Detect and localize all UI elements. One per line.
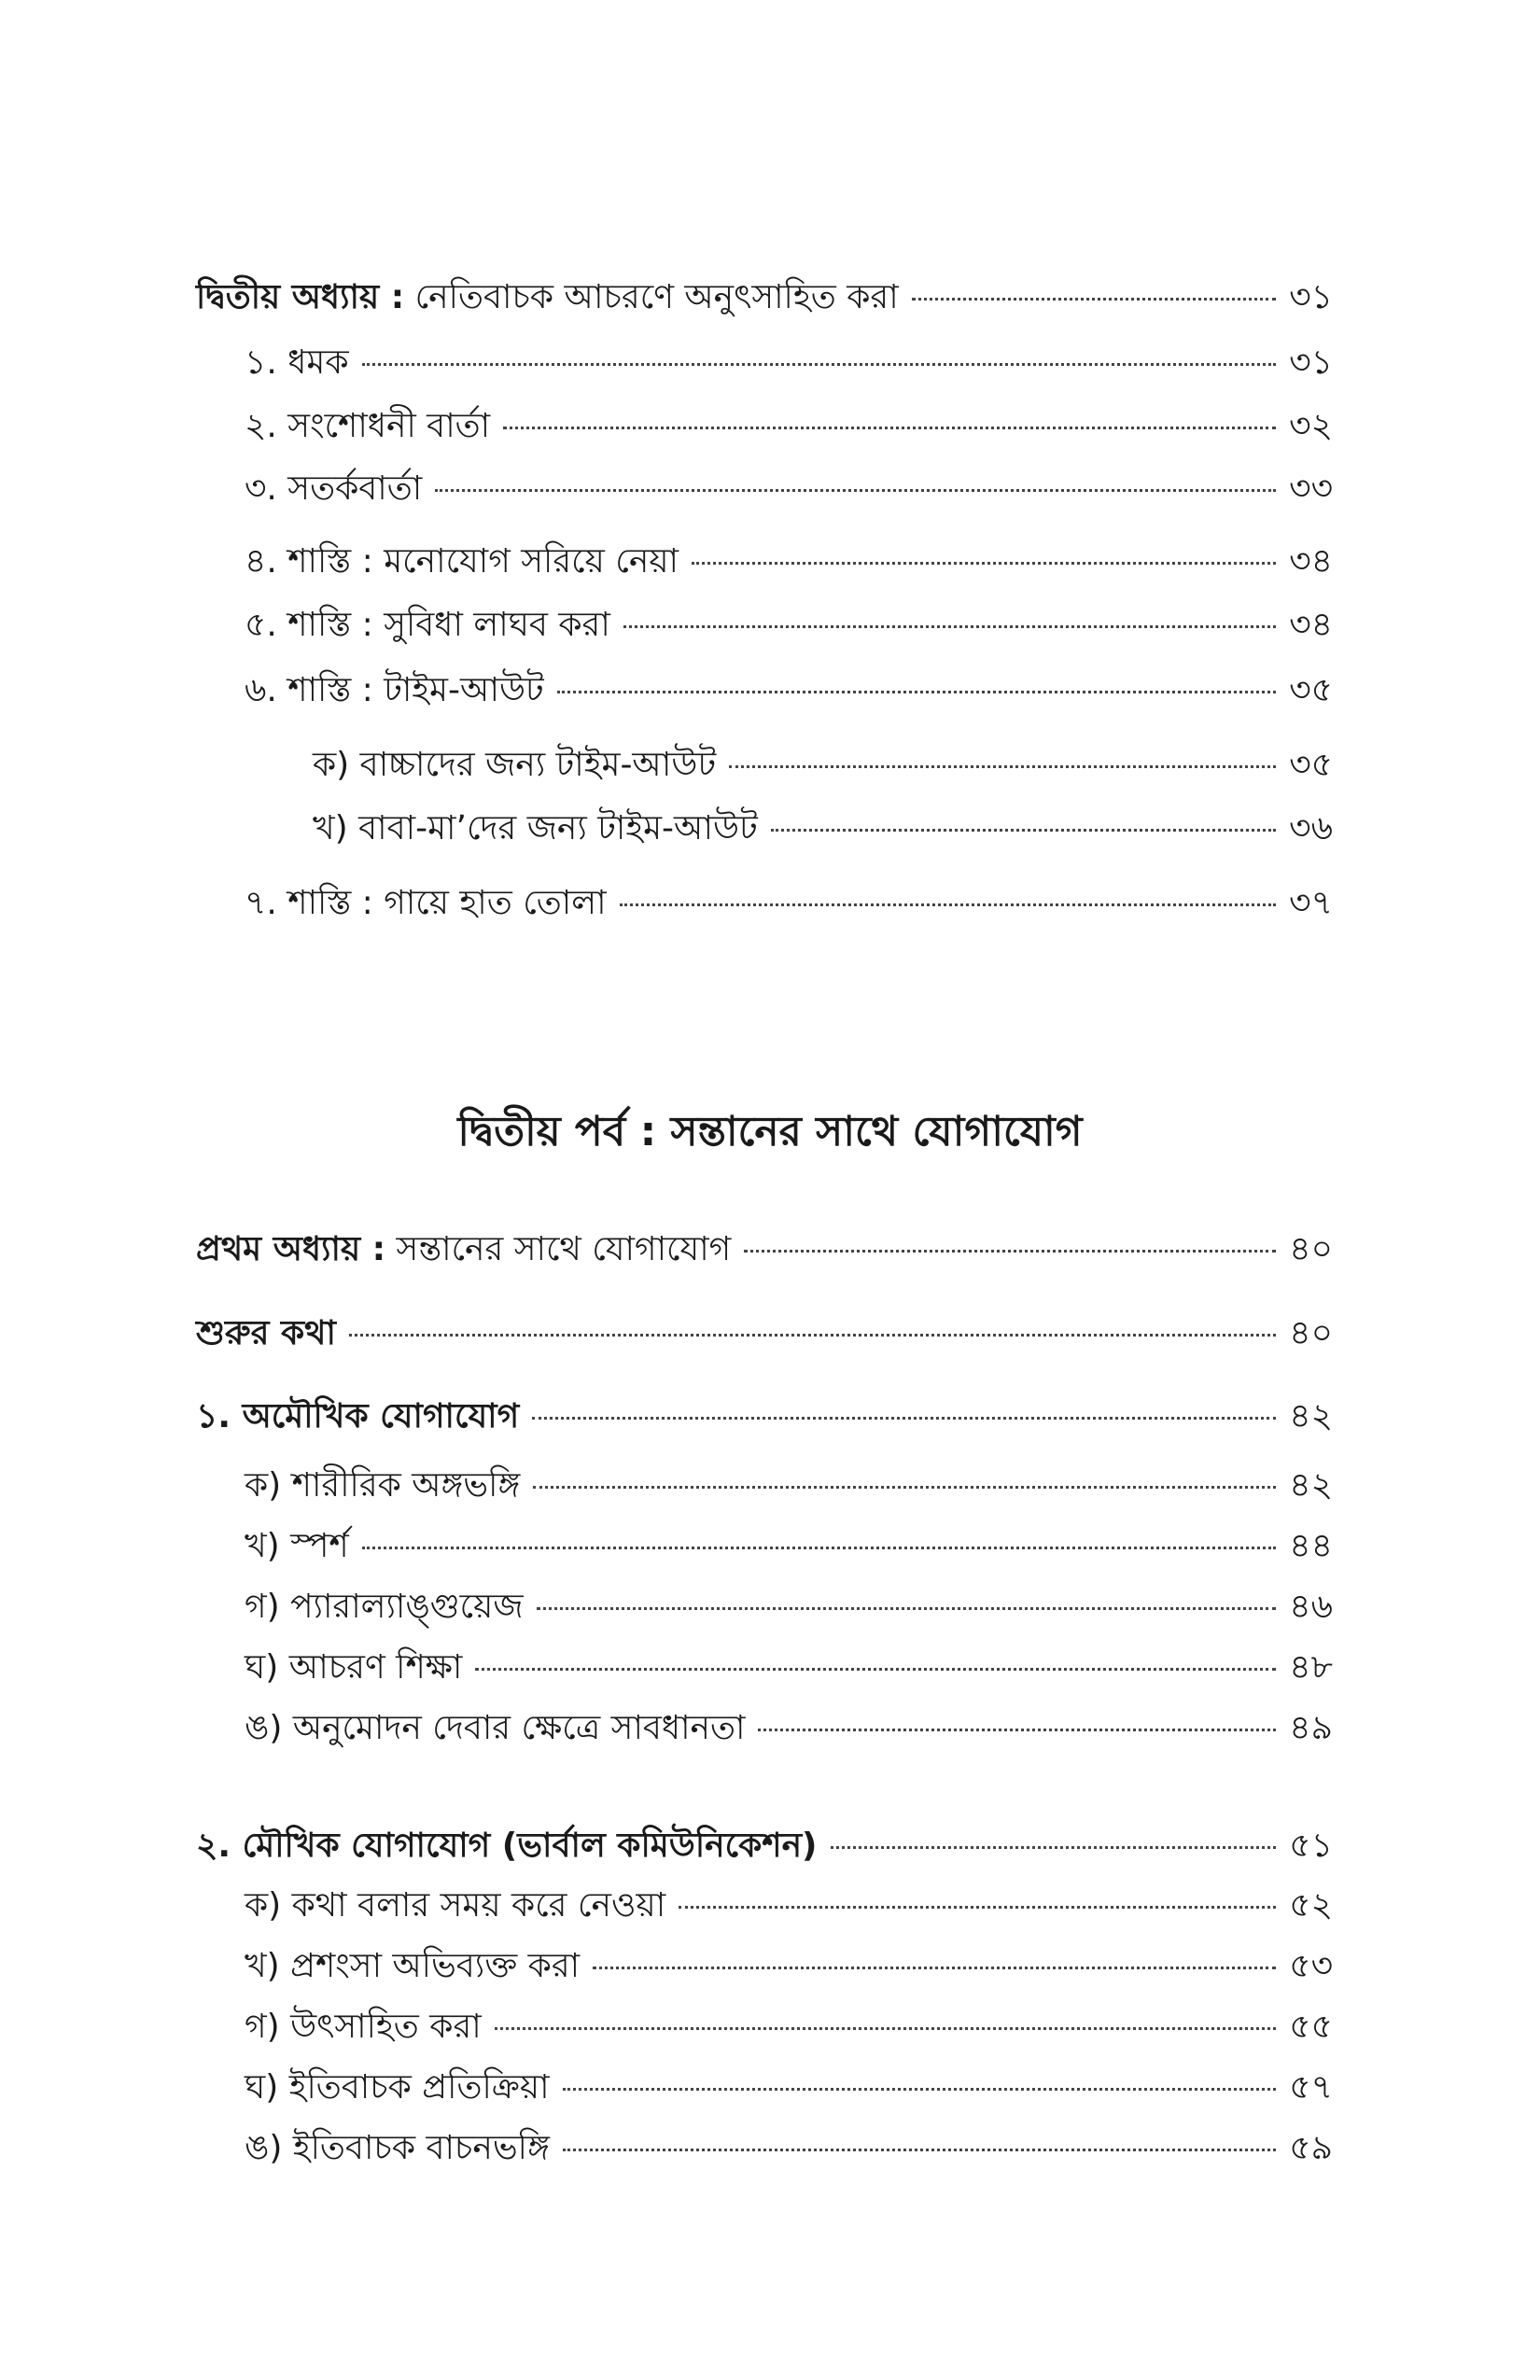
toc-entry: [245, 881, 1333, 926]
page-number: ৩১: [1289, 278, 1333, 316]
toc-section: [196, 1824, 1333, 1869]
dot-leader: [692, 562, 1276, 565]
dot-leader: [620, 903, 1277, 906]
toc-subentry: [245, 1463, 1333, 1508]
toc-label: ক) কথা বলার সময় করে নেওয়া: [245, 1886, 666, 1925]
toc-subentry: [245, 1585, 1333, 1630]
chapter-label-text: সন্তানের সাথে যোগাযোগ: [396, 1230, 732, 1268]
toc-chapter2-heading: [196, 275, 1333, 320]
dot-leader: [475, 1668, 1276, 1671]
page-number: ৪৮: [1289, 1648, 1333, 1687]
toc-label: খ) বাবা-মা’দের জন্য টাইম-আউট: [313, 809, 758, 847]
toc-subentry: [313, 806, 1333, 851]
toc-entry: [245, 404, 1333, 449]
toc-label: ঘ) ইতিবাচক প্রতিক্রিয়া: [245, 2068, 550, 2107]
dot-leader: [435, 489, 1276, 492]
page-number: ৫৯: [1289, 2129, 1333, 2167]
dot-leader: [623, 625, 1276, 628]
toc-subentry: [245, 2065, 1333, 2110]
dot-leader: [533, 1486, 1276, 1489]
page-number: ৫৫: [1289, 2008, 1333, 2046]
dot-leader: [495, 2027, 1277, 2030]
toc-subentry: [245, 2005, 1333, 2050]
page-number: ৫৩: [1289, 1947, 1333, 1985]
page-number: ৪২: [1289, 1466, 1333, 1505]
page-number: ৫৭: [1289, 2068, 1333, 2107]
page-number: ৩২: [1289, 407, 1333, 445]
toc-subentry: [245, 1645, 1333, 1690]
toc-intro: [196, 1311, 1333, 1356]
toc-label: গ) উৎসাহিত করা: [245, 2008, 482, 2046]
toc-subentry: [245, 1883, 1333, 1928]
page-number: ৩১: [1289, 343, 1333, 382]
page-number: ৩৪: [1289, 542, 1333, 581]
toc-entry: [245, 341, 1333, 385]
chapter-label-text: নেতিবাচক আচরণে অনুৎসাহিত করা: [414, 278, 899, 316]
chapter-label-bold: দ্বিতীয় অধ্যায় :: [196, 278, 405, 316]
toc-label: ৭. শাস্তি : গায়ে হাত তোলা: [245, 884, 607, 922]
dot-leader: [831, 1846, 1277, 1849]
toc-entry: [245, 539, 1333, 584]
dot-leader: [912, 298, 1277, 301]
page-number: ৩৬: [1289, 809, 1333, 847]
page-number: ৪৯: [1289, 1709, 1333, 1747]
toc-subentry: [245, 1706, 1333, 1751]
dot-leader: [503, 427, 1276, 429]
dot-leader: [593, 1967, 1276, 1969]
toc-label: ঙ) অনুমোদন দেবার ক্ষেত্রে সাবধানতা: [245, 1709, 746, 1747]
page-number: ৫২: [1289, 1886, 1333, 1925]
dot-leader: [537, 1607, 1277, 1610]
toc-section: [196, 1394, 1333, 1439]
page-number: ৩৪: [1289, 606, 1333, 644]
toc-label: শুরুর কথা: [196, 1314, 336, 1352]
toc-label: ১. অমৌখিক যোগাযোগ: [196, 1397, 520, 1435]
dot-leader: [679, 1906, 1276, 1909]
dot-leader: [563, 2088, 1277, 2091]
dot-leader: [744, 1250, 1276, 1253]
page-number: ৪৪: [1289, 1527, 1333, 1565]
toc-entry: [245, 668, 1333, 713]
dot-leader: [362, 1547, 1277, 1549]
page-number: ৪০: [1289, 1314, 1333, 1352]
toc-subentry: [245, 2126, 1333, 2171]
toc-subentry: [245, 1944, 1333, 1989]
dot-leader: [557, 691, 1277, 693]
chapter-label-bold: প্রথম অধ্যায় :: [196, 1230, 386, 1268]
dot-leader: [729, 765, 1276, 768]
toc-subentry: [313, 743, 1333, 788]
page-number: ৪৬: [1289, 1588, 1333, 1626]
toc-label: ২. মৌখিক যোগাযোগ (ভার্বাল কমিউনিকেশন): [196, 1827, 818, 1865]
page-number: ৩৭: [1289, 884, 1333, 922]
page-number: ৩৫: [1289, 671, 1333, 709]
toc-label: [196, 1227, 731, 1272]
dot-leader: [532, 1417, 1276, 1420]
page-number: ৫১: [1289, 1827, 1333, 1865]
part-title: দ্বিতীয় পর্ব : সন্তানের সাথে যোগাযোগ: [457, 1108, 1083, 1155]
page-number: ৩৫: [1289, 746, 1333, 784]
toc-label: ক) শারীরিক অঙ্গভঙ্গি: [245, 1466, 521, 1505]
toc-label: [196, 275, 899, 320]
toc-label: ৩. সতর্কবার্তা: [245, 469, 423, 508]
dot-leader: [771, 829, 1276, 832]
toc-label: ২. সংশোধনী বার্তা: [245, 407, 491, 445]
toc-label: ৫. শাস্তি : সুবিধা লাঘব করা: [245, 606, 610, 644]
toc-subentry: [245, 1524, 1333, 1569]
toc-label: খ) প্রশংসা অভিব্যক্ত করা: [245, 1947, 581, 1985]
dot-leader: [563, 2149, 1276, 2151]
toc-label: ঘ) আচরণ শিক্ষা: [245, 1648, 463, 1687]
page-number: ৪০: [1289, 1230, 1333, 1268]
toc-label: ৪. শাস্তি : মনোযোগ সরিয়ে নেয়া: [245, 542, 679, 581]
toc-entry: [245, 603, 1333, 648]
dot-leader: [362, 363, 1277, 366]
toc-label: ১. ধমক: [245, 343, 349, 382]
page-number: ৩৩: [1289, 469, 1333, 508]
toc-label: গ) প্যারাল্যাঙ্গুয়েজ: [245, 1588, 524, 1626]
toc-label: খ) স্পর্শ: [245, 1527, 349, 1565]
page-number: ৪২: [1289, 1397, 1333, 1435]
toc-entry: [245, 467, 1333, 511]
dot-leader: [758, 1729, 1276, 1731]
toc-part2-chapter1-heading: [196, 1227, 1333, 1272]
toc-label: ক) বাচ্চাদের জন্য টাইম-আউট: [313, 746, 717, 784]
toc-label: ঙ) ইতিবাচক বাচনভঙ্গি: [245, 2129, 550, 2167]
dot-leader: [349, 1334, 1276, 1337]
toc-label: ৬. শাস্তি : টাইম-আউট: [245, 671, 544, 709]
